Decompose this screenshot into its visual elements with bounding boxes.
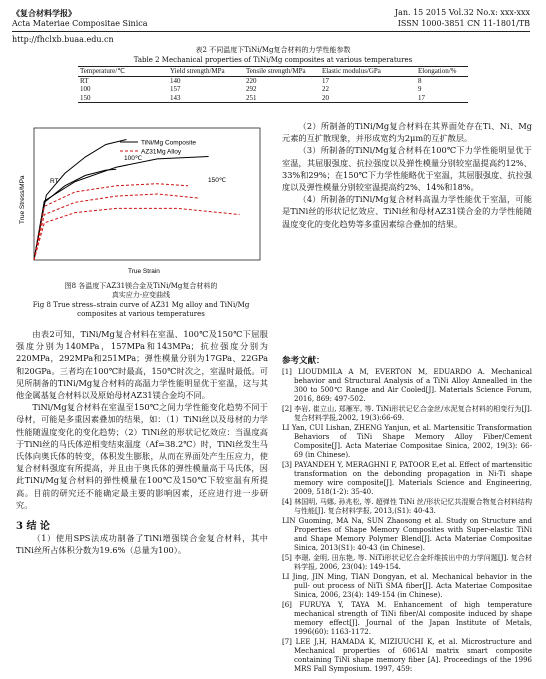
- header-rule: [12, 31, 530, 32]
- references-list: [282, 354, 532, 675]
- table-cell: 140: [170, 76, 181, 85]
- curve-label-150: 150℃: [208, 177, 227, 184]
- reference-item: [4] 林国明, 马娜, 孙兆松, 等. 超弹性 TiNi 丝/形状记忆共混聚合物复合材料结构与性能[J]. 复合材料学报, 2013,(S1): 40-43.: [282, 498, 532, 515]
- alloy-curve-2: [34, 208, 240, 260]
- reference-item: [6] FURUYA Y, TAYA M. Enhancement of high temperature mechanical strength of TiNi fiber/Al composite induced by shape memory effect[J]. Journal of the Japan Institute of Metals, 1996(60): 1163-1172.: [282, 601, 532, 636]
- table-row: [78, 85, 468, 94]
- table-cell: 22: [322, 85, 329, 93]
- curve-label-100: 100℃: [124, 155, 143, 162]
- reference-item: [3] PAYANDEH Y, MERAGHNI F, PATOOR E,et al. Effect of martensitic transformation on the debonding propagation in Ni-Ti shape memory wire composite[J]. Materials Science and Engineering, 2009, 518(1-2): 35-40.: [282, 461, 532, 496]
- table-cell: 20: [320, 94, 416, 103]
- x-axis-label: True Strain: [128, 268, 160, 275]
- col-header: Temperature/℃: [78, 67, 168, 77]
- table-cell: RT: [80, 76, 89, 85]
- table-caption-en: Table 2 Mechanical properties of TiNi/Mg composites at various temperatures: [133, 56, 413, 64]
- col-header: Yield strength/MPa: [168, 67, 244, 77]
- figure-caption-en-2: composites at various temperatures: [77, 310, 205, 318]
- section-heading-conclusion: 3 结 论: [16, 521, 50, 533]
- paragraph: （2）所制备的TiNi/Mg复合材料在其界面处存在Ti、Ni、Mg元素的互扩散现象，并形成宽约为2μm的互扩散层。: [282, 121, 532, 144]
- right-column-body: [282, 120, 532, 230]
- reference-item: [5] 李璟, 金明, 田东艳, 等. NiTi形状记忆合金纤维拔出中的力学问题[J]. 复合材料学报, 2006, 23(04): 149-154.: [282, 554, 532, 571]
- paragraph: 由表2可知，TiNi/Mg复合材料在室温、100℃及150℃下屈服强度分别为140MPa，157MPa和143MPa；抗拉强度分别为220MPa，292MPa和251MPa；弹性模量分别为17GPa、22GPa和20GPa。三者均在100℃时最高，150℃时次之，室温时最低。可见所制备的TiNi/Mg复合材料的高温力学性能明显优于室温，这与其他金属基复合材料以及原始母材AZ31镁合金均不同。: [16, 329, 268, 401]
- reference-item: LI Jing, JIN Ming, TIAN Dongyan, et al. Mechanical behavior in the pull- out process of NiTi SMA fiber[J]. Acta Materiae Compositae Sinica, 2006, 23(4): 149-154 (in Chinese).: [282, 573, 532, 599]
- table-cell: 251: [244, 94, 320, 103]
- issue-date-volume: Jan. 15 2015 Vol.32 No.x: xxx-xxx: [394, 8, 530, 17]
- reference-item: LI Yan, CUI Lishan, ZHENG Yanjun, et al. Martensitic Transformation Behaviors of TiNi Shape Memory Alloy Fiber/Cement Composite[J]. Acta Materiae Compositae Sinica, 2002, 19(3): 66-69 (in Chinese).: [282, 424, 532, 459]
- col-header: Elongation/%: [416, 67, 468, 77]
- reference-item: [7] LEE J,H, HAMADA K, MIZIUUCHI K, et al. Microstructure and Mechanical properties of 6061Al matrix smart composite containing TiNi shape memory fiber [A]. Proceedings of the 1996 MRS Fall Symposium. 1997, 459:: [282, 638, 532, 673]
- reference-item: [1] LIOUDMILA A M, EVERTON M, EDUARDO A. Mechanical behavior and Structural Analysis of a TiNi Alloy Annealled in the 300 to 500℃ Range and Air Cooled[J]. Materials Science Forum, 2016, 869: 497-502.: [282, 368, 532, 403]
- legend-alloy: AZ31Mg Alloy: [141, 148, 182, 156]
- journal-url: http://fhclxb.buaa.edu.cn: [12, 35, 114, 44]
- figure-caption-cn-2: 真实应力-应变曲线: [111, 291, 171, 299]
- table-caption-cn: 表2 不同温度下TiNi/Mg复合材料的力学性能参数: [195, 46, 351, 54]
- issn: ISSN 1000-3851 CN 11-1801/TB: [397, 19, 530, 28]
- table-cell: 143: [168, 94, 244, 103]
- col-header: Elastic modulus/GPa: [320, 67, 416, 77]
- stress-strain-chart: [12, 120, 270, 280]
- table-cell: 100: [80, 85, 91, 93]
- paragraph: （3）所制备的TiNi/Mg复合材料在100℃下力学性能明显优于室温，其屈服强度、抗拉强度以及弹性模量分别较室温提高约12%、33%和29%；在150℃下力学性能略优于室温，其屈服强度、抗拉强度以及弹性模量分别较室温提高约2%、14%和18%。: [282, 145, 532, 193]
- paragraph: TiNi/Mg复合材料在室温至150℃之间力学性能变化趋势不同于母材，可能是多重因素叠加的结果，如：（1）TiNi丝以及母材的力学性能随温度变化的变化趋势；（2）TiNi丝的形状记忆效应：当温度高于TiNi丝的马氏体逆相变结束温度（Af=38.2℃）时，TiNi丝发生马氏体向奥氏体的转变，体积发生膨胀，从而在界面处产生压应力，使复合材料强度有所提高，并且由于奥氏体的弹性模量高于马氏体，因此TiNi/Mg复合材料的弹性模量在100℃及150℃下较室温有所提高。目前的研究还不能确定最主要的影响因素，还应进行进一步研究。: [16, 402, 268, 510]
- figure-caption-cn-1: 图8 各温度下AZ31镁合金及TiNi/Mg复合材料的: [64, 282, 218, 290]
- references-heading: 参考文献：: [282, 356, 325, 366]
- journal-name-cn: 《复合材料学报》: [12, 8, 76, 18]
- table-cell: 9: [418, 85, 422, 93]
- journal-name-en: Acta Materiae Compositae Sinica: [12, 19, 148, 28]
- figure-caption-en-1: Fig 8 True stress–strain curve of AZ31 Mg alloy and TiNi/Mg: [32, 301, 250, 309]
- left-column-body: [16, 328, 268, 556]
- figure-stress-strain: [12, 120, 270, 280]
- table-cell: 150: [78, 94, 168, 103]
- table-cell: 17: [322, 76, 329, 85]
- table-row: [78, 76, 468, 85]
- table-cell: 8: [418, 76, 422, 85]
- composite-curve-0: [34, 169, 116, 260]
- table-cell: 157: [170, 85, 181, 93]
- table-cell: 292: [246, 85, 257, 93]
- legend-composite: TiNi/Mg Composite: [141, 139, 197, 147]
- paragraph: （4）所制备的TiNi/Mg复合材料高温力学性能优于室温，可能是TiNi丝的形状记忆效应、TiNi丝和母材AZ31镁合金的力学性能随温度变化的变化趋势等多重因素综合叠加的结果。: [282, 194, 532, 229]
- alloy-curve-1: [34, 194, 198, 260]
- table-row: [78, 94, 468, 103]
- y-axis-label: True Stress/MPa: [19, 175, 26, 224]
- reference-item: [2] 李岩, 崔立山, 郑雁军, 等. TiNi形状记忆合金丝/水泥复合材料的相变行为[J]. 复合材料学报,2002, 19(3):66-69.: [282, 405, 532, 422]
- mechanical-properties-table: [78, 66, 468, 103]
- paragraph: （1）使用SPS法成功制备了TiNi增强镁合金复合材料，其中TiNi丝所占体积分数为19.6%（总量为100）。: [16, 533, 268, 556]
- table-cell: 220: [246, 76, 257, 85]
- curve-label-rt: RT: [50, 178, 59, 185]
- table-cell: 17: [416, 94, 468, 103]
- reference-item: LIN Guoming, MA Na, SUN Zhaosong et al. Study on Structure and Properties of Shape Memory Composites with Super-elastic TiNi and Shape Memory Polymer Blend[J]. Acta Materiae Compositae Sinica, 2013(S1): 40-43 (in Chinese).: [282, 517, 532, 552]
- col-header: Tensile strength/MPa: [244, 67, 320, 77]
